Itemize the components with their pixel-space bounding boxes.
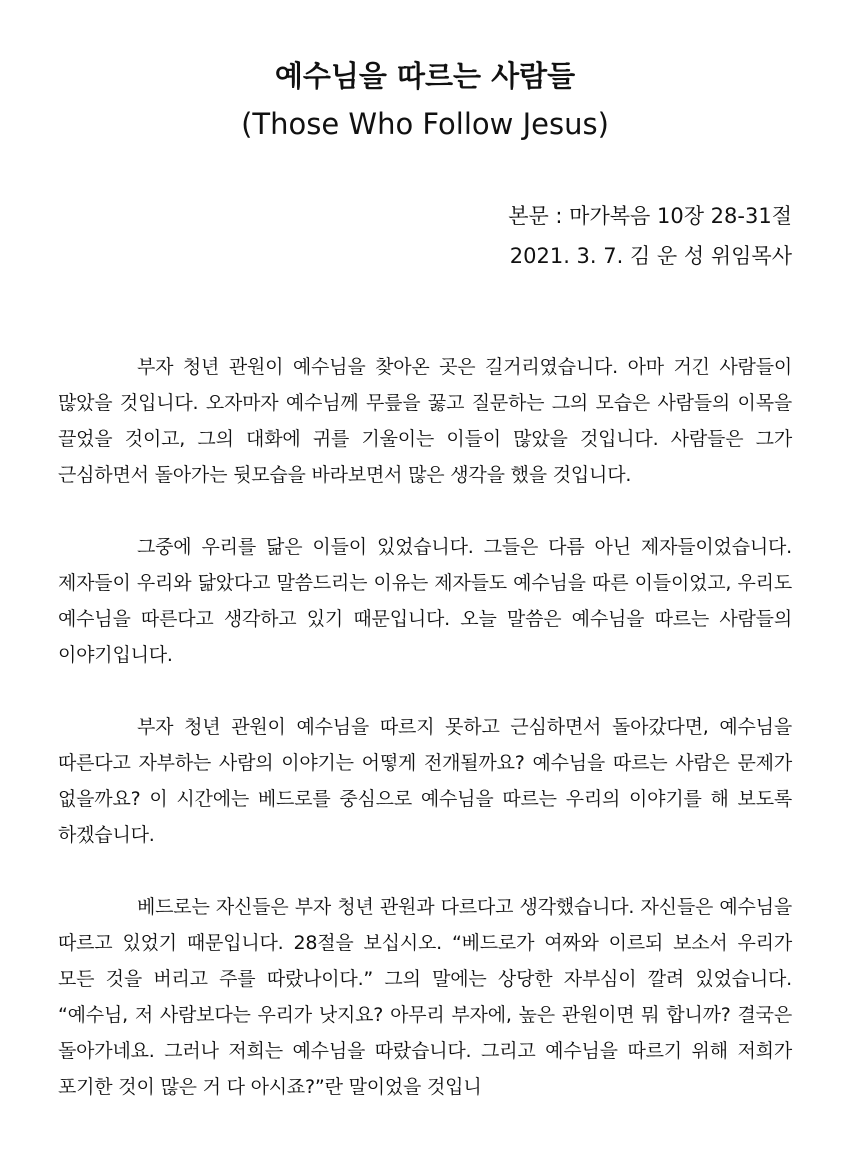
body-paragraph: 그중에 우리를 닮은 이들이 있었습니다. 그들은 다름 아닌 제자들이었습니다. 제자들이 우리와 닮았다고 말씀드리는 이유는 제자들도 예수님을 따른 이들이었고, 우리도 예수님을 따른다고 생각하고 있기 때문입니다. 오늘 말씀은 예수님을 따르는 사람들의 이야기입니다. <box>58 536 792 666</box>
sermon-subtitle: (Those Who Follow Jesus) <box>241 107 609 141</box>
sermon-title: 예수님을 따르는 사람들 <box>274 59 576 93</box>
title-block <box>0 52 850 148</box>
body-paragraph: 부자 청년 관원이 예수님을 따르지 못하고 근심하면서 돌아갔다면, 예수님을 따른다고 자부하는 사람의 이야기는 어떻게 전개될까요? 예수님을 따르는 사람은 문제가 없을까요? 이 시간에는 베드로를 중심으로 예수님을 따르는 우리의 이야기를 해 보도록 하겠습니다. <box>58 716 793 846</box>
sermon-meta <box>508 196 792 276</box>
date-and-author: 2021. 3. 7. 김 운 성 위임목사 <box>509 244 792 268</box>
body-paragraph: 부자 청년 관원이 예수님을 찾아온 곳은 길거리였습니다. 아마 거긴 사람들이 많았을 것입니다. 오자마자 예수님께 무릎을 꿇고 질문하는 그의 모습은 사람들의 이목을 끌었을 것이고, 그의 대화에 귀를 기울이는 이들이 많았을 것입니다. 사람들은 그가 근심하면서 돌아가는 뒷모습을 바라보면서 많은 생각을 했을 것입니다. <box>58 356 792 486</box>
scripture-reference: 본문 : 마가복음 10장 28-31절 <box>508 204 792 228</box>
sermon-body <box>58 349 792 1141</box>
body-paragraph: 베드로는 자신들은 부자 청년 관원과 다르다고 생각했습니다. 자신들은 예수님을 따르고 있었기 때문입니다. 28절을 보십시오. “베드로가 여짜와 이르되 보소서 우리가 모든 것을 버리고 주를 따랐나이다.” 그의 말에는 상당한 자부심이 깔려 있었습니다. “예수님, 저 사람보다는 우리가 낫지요? 아무리 부자에, 높은 관원이면 뭐 합니까? 결국은 돌아가네요. 그러나 저희는 예수님을 따랐습니다. 그리고 예수님을 따르기 위해 저희가 포기한 것이 많은 거 다 아시죠?”란 말이었을 것입니 <box>58 896 792 1098</box>
